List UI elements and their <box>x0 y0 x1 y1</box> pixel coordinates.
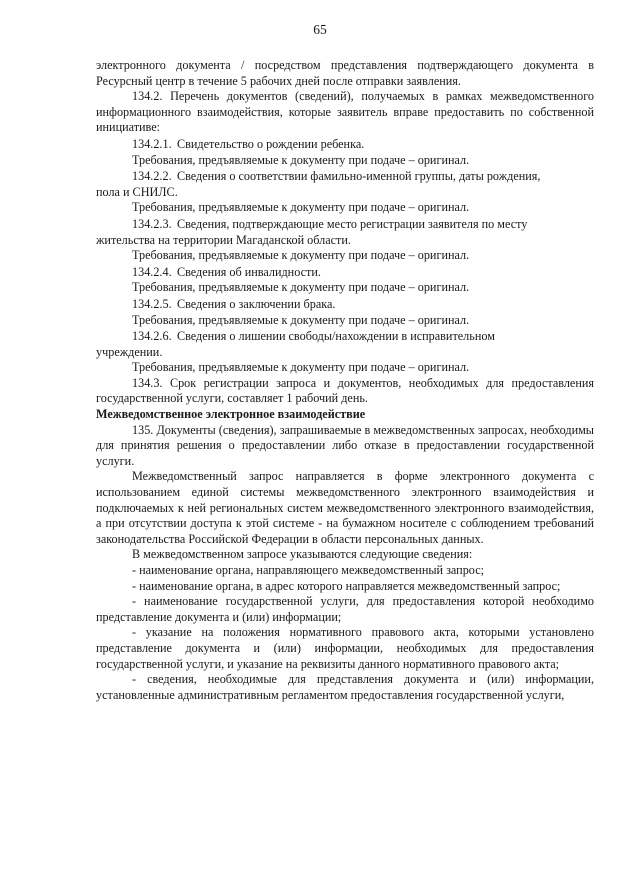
paragraph-list-intro: В межведомственном запросе указываются следующие сведения: <box>132 547 473 562</box>
list-item <box>96 169 594 185</box>
item-requirement: Требования, предъявляемые к документу при подаче – оригинал. <box>132 152 470 167</box>
document-body <box>96 58 594 703</box>
list-item <box>96 265 594 281</box>
bullet-item: - сведения, необходимые для представления документа и (или) информации, установленные административным регламентом предоставления государственной услуги, <box>96 672 594 702</box>
item-text-continuation: жительства на территории Магаданской области. <box>96 232 351 247</box>
bullet-item: - наименование государственной услуги, для предоставления которой необходимо представление документа и (или) информации; <box>96 594 594 624</box>
item-requirement: Требования, предъявляемые к документу при подаче – оригинал. <box>132 312 470 327</box>
paragraph-interdepartmental-request: Межведомственный запрос направляется в форме электронного документа с использованием единой системы межведомственного электронного взаимодействия и подключаемых к ней региональных систем межведомственного электронного взаимодействия, а при отсутствии доступа к этой системе - на бумажном носителе с соблюдением требований законодательства Российской Федерации в области персональных данных. <box>96 469 594 546</box>
item-requirement: Требования, предъявляемые к документу при подаче – оригинал. <box>132 360 470 375</box>
item-text: Сведения о соответствии фамильно-именной группы, даты рождения, <box>177 169 541 184</box>
item-number: 134.2.1. <box>132 136 172 151</box>
item-text-continuation: пола и СНИЛС. <box>96 184 178 199</box>
item-text: Сведения, подтверждающие место регистрации заявителя по месту <box>177 216 528 231</box>
item-requirement: Требования, предъявляемые к документу при подаче – оригинал. <box>132 200 470 215</box>
item-requirement: Требования, предъявляемые к документу при подаче – оригинал. <box>132 280 470 295</box>
list-item <box>96 329 594 345</box>
bullet-item: - наименование органа, направляющего межведомственный запрос; <box>132 563 484 577</box>
item-text-continuation: учреждении. <box>96 344 163 359</box>
paragraph-continuation: электронного документа / посредством представления подтверждающего документа в Ресурсный центр в течение 5 рабочих дней после отправки заявления. <box>96 58 594 88</box>
list-item <box>96 137 594 153</box>
section-heading: Межведомственное электронное взаимодействие <box>96 407 366 422</box>
bullet-item: - наименование органа, в адрес которого направляется межведомственный запрос; <box>132 578 561 593</box>
list-item <box>96 217 594 233</box>
item-number: 134.2.6. <box>132 329 172 344</box>
item-number: 134.2.3. <box>132 216 172 231</box>
item-text: Свидетельство о рождении ребенка. <box>177 136 365 151</box>
item-number: 134.2.5. <box>132 296 172 311</box>
item-number: 134.2.2. <box>132 169 172 184</box>
paragraph-135: 135. Документы (сведения), запрашиваемые в межведомственных запросах, необходимы для принятия решения о предоставлении либо отказе в предоставлении государственной услуги. <box>96 422 594 468</box>
item-number: 134.2.4. <box>132 264 172 279</box>
list-item <box>96 297 594 313</box>
bullet-item: - указание на положения нормативного правового акта, которыми установлено представление документа и (или) информации, необходимых для предоставления государственной услуги, и указание на реквизиты данного нормативного правового акта; <box>96 625 594 671</box>
page-number: 65 <box>313 22 327 37</box>
item-text: Сведения о лишении свободы/нахождении в исправительном <box>177 329 495 344</box>
paragraph-134-3: 134.3. Срок регистрации запроса и документов, необходимых для предоставления государственной услуги, составляет 1 рабочий день. <box>96 375 594 406</box>
item-text: Сведения об инвалидности. <box>177 264 321 279</box>
paragraph-134-2: 134.2. Перечень документов (сведений), получаемых в рамках межведомственного информационного взаимодействия, которые заявитель вправе предоставить по собственной инициативе: <box>96 89 594 135</box>
item-requirement: Требования, предъявляемые к документу при подаче – оригинал. <box>132 248 470 263</box>
item-text: Сведения о заключении брака. <box>177 296 336 311</box>
